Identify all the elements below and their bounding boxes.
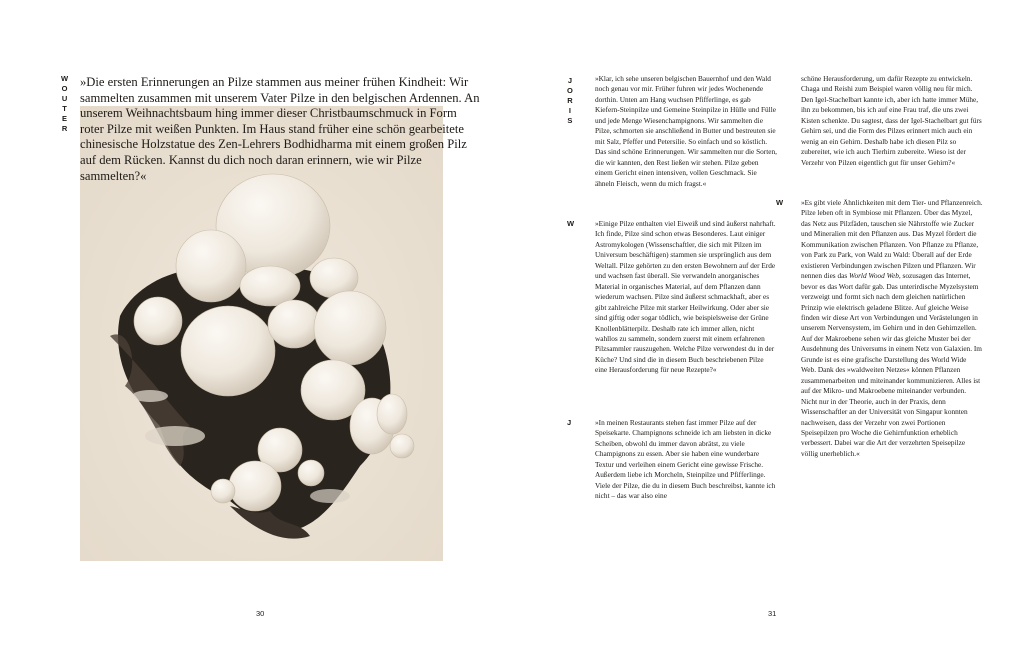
speaker-letter: O — [61, 84, 68, 93]
text-segment: »Es gibt viele Ähnlichkeiten mit dem Tier- und Pflanzenreich. Pilze leben oft in Symbiose mit Pflanzen. Über das Myzel, das Netz aus Pilzfäden, tauschen sie Nährstoffe wie Zucker und Mineralien mit den Pflanzen aus. Das Myzel fördert die Kommunikation zwischen Pflanzen. Von Pflanze zu Pflanze, von Park zu Park, von Wald zu Wald: Überall auf der Erde existieren Verbindungen zwischen Pilzen und Pflanzen. Wir nennen dies das — [801, 198, 983, 281]
right-page — [514, 0, 1028, 648]
speaker-letter: R — [61, 124, 68, 133]
text-segment: sozusagen das Internet, bevor es das Wort dafür gab. Das unterirdische Myzelsystem verzweigt und formt sich nach dem gleichen natürlichen Prinzip wie elektrisch geladene Blitze. Auf gleiche Weise finden wir diese Art von Verbindungen und Verästelungen in unserem Nervensystem, im Gehirn und in den Gehirnzellen. Auf der Makroebene sehen wir das gleiche Muster bei der Ausdehnung des Universums in einem Netz von Galaxien. Im Grunde ist es eine grafische Darstellung des World Wide Web. Dank des »waldweiten Netzes« können Pflanzen zusammenarbeiten und miteinander kommunizieren. Alles ist auf der Mikro- und Makroebene miteinander verbunden. Nicht nur in der Theorie, auch in der Praxis, denn Wissenschaftler an der Universität von Singapur konnten nachweisen, dass der Verzehr von zwei Portionen Speisepilzen pro Woche die Gehirnfunktion erheblich verbessert. Dabei war die Art der verzehrten Speisepilze völlig unerheblich.« — [801, 271, 982, 458]
speaker-initial-j: J — [567, 418, 572, 427]
column-1-part-2 — [595, 219, 777, 376]
mycelium-patch — [310, 489, 350, 503]
speaker-letter: E — [62, 114, 68, 123]
mushroom-cap — [211, 479, 235, 503]
mushroom-cap — [268, 300, 320, 348]
mushroom-cap — [181, 306, 275, 396]
paragraph-wouter-2: »Einige Pilze enthalten viel Eiweiß und sind äußerst nahrhaft. Ich finde, Pilze sind schon etwas Besonderes. Laut einiger Astromykologen (Wissenschaftler, die sich mit Pilzen im Universum beschäftigen) stammen sie ursprünglich aus dem Weltall. Pilze gehörten zu den ersten Bewohnern auf der Erde und wachsen fast überall. Sie verwandeln anorganisches Material in organisches Material, auf dem Pflanzen dann wiederum wachsen. Pilze sind äußerst schmackhaft, aber es gibt zahlreiche Pilze mit starker Heilwirkung. Oder aber sie sind giftig oder sogar tödlich, wie beispielsweise der Grüne Knollenblätterpilz. Deshalb rate ich immer allen, nicht wahllos zu sammeln, sondern zuerst mit einem erfahrenen Pilzsammler rauszugehen. Welche Pilze verwendest du in der Küche? Und sind die in diesem Buch beschriebenen Pilze eine Herausforderung für neue Rezepte?« — [595, 219, 776, 375]
paragraph-joris-1: »Klar, ich sehe unseren belgischen Bauernhof und den Wald noch genau vor mir. Früher fuhren wir jedes Wochenende dorthin. Unten am Hang wuchsen Pfifferlinge, es gab Kiefern-Steinpilze und Gemeine Steinpilze in Hülle und Fülle und jede Menge Wiesenchampignons. Wir sammelten die Pilze, schmorten sie anschließend in Butter und bestreuten sie mit Salz, Pfeffer und Petersilie. So einfach und so köstlich. Das sind schöne Erinnerungen. Wir sammelten nur die Sorten, die wir kannten, den Rest ließen wir stehen. Pilze geben einem Gericht einen intensiven, vollen Geschmack. Sie ähneln Fleisch, wenn du mich fragst.« — [595, 74, 777, 188]
page-number-left: 30 — [256, 609, 265, 618]
mushroom-cap — [298, 460, 324, 486]
paragraph-wouter-world-wood-web — [801, 198, 983, 459]
speaker-name-joris — [567, 76, 573, 126]
paragraph-joris-3: »In meinen Restaurants stehen fast immer Pilze auf der Speisekarte. Champignons schneide ich am liebsten in dicke Scheiben, obwohl du immer davon abrätst, zu viele Champignons zu essen. Aber sie haben eine wunderbare Textur und verleihen einem Gericht eine gewisse Frische. Außerdem liebe ich Morcheln, Steinpilze und Pfifferlinge. Viele der Pilze, die du in diesem Buch beschreibst, kannte ich nicht – das war also eine — [595, 418, 776, 501]
speaker-letter: O — [567, 86, 573, 95]
speaker-letter: I — [568, 106, 571, 115]
column-2-part-2 — [801, 198, 983, 459]
column-1 — [595, 74, 777, 189]
speaker-letter: W — [61, 74, 69, 83]
mycelium-patch — [132, 390, 168, 402]
speaker-letter: U — [61, 94, 68, 103]
speaker-letter: R — [567, 96, 573, 105]
speaker-name-wouter — [61, 74, 68, 134]
paragraph-joris-continued: schöne Herausforderung, um dafür Rezepte zu entwickeln. Chaga und Reishi zum Beispiel waren völlig neu für mich. Den Igel-Stachelbart kannte ich, aber ich hatte immer Mühe, ihn zu bekommen, bis ich auf eine Frau traf, die uns zwei Kisten schenkte. Du sagtest, dass der Igel-Stachelbart gut fürs Gehirn sei, und die Form des Pilzes erinnert mich auch ein wenig an ein Gehirn. Deshalb habe ich diesen Pilz so zubereitet, wie ich auch Tierhirn zubereite. Wieso ist der Verzehr von Pilzen eigentlich gut für unser Gehirn?« — [801, 74, 982, 167]
mycelium-patch — [145, 426, 205, 446]
mushroom-cap — [176, 230, 246, 302]
column-2 — [801, 74, 983, 168]
speaker-letter: S — [567, 116, 573, 125]
speaker-initial-w: W — [567, 219, 575, 228]
column-1-part-3 — [595, 418, 777, 502]
page-number-right: 31 — [768, 609, 777, 618]
speaker-letter: T — [62, 104, 67, 113]
mushroom-cap — [134, 297, 182, 345]
mushroom-cap — [314, 291, 386, 365]
italic-term: World Wood Web, — [849, 271, 901, 281]
speaker-initial-w-2: W — [776, 198, 784, 207]
mushroom-cap — [377, 394, 407, 434]
mushroom-cap — [229, 461, 281, 511]
intro-quote: »Die ersten Erinnerungen an Pilze stammen aus meiner frühen Kindheit: Wir sammelten zusammen mit unserem Vater Pilze in den belgischen Ardennen. An unserem Weihnachtsbaum hing immer dieser Christbaumschmuck in Form roter Pilze mit weißen Punkten. Im Haus stand früher eine schön gearbeitete chinesische Holzstatue des Zen-Lehrers Bodhidharma mit einem großen Pilz auf dem Rücken. Kannst du dich noch daran erinnern, wie wir Pilze sammelten?« — [80, 75, 480, 183]
speaker-letter: J — [567, 76, 572, 85]
mushroom-cap — [390, 434, 414, 458]
